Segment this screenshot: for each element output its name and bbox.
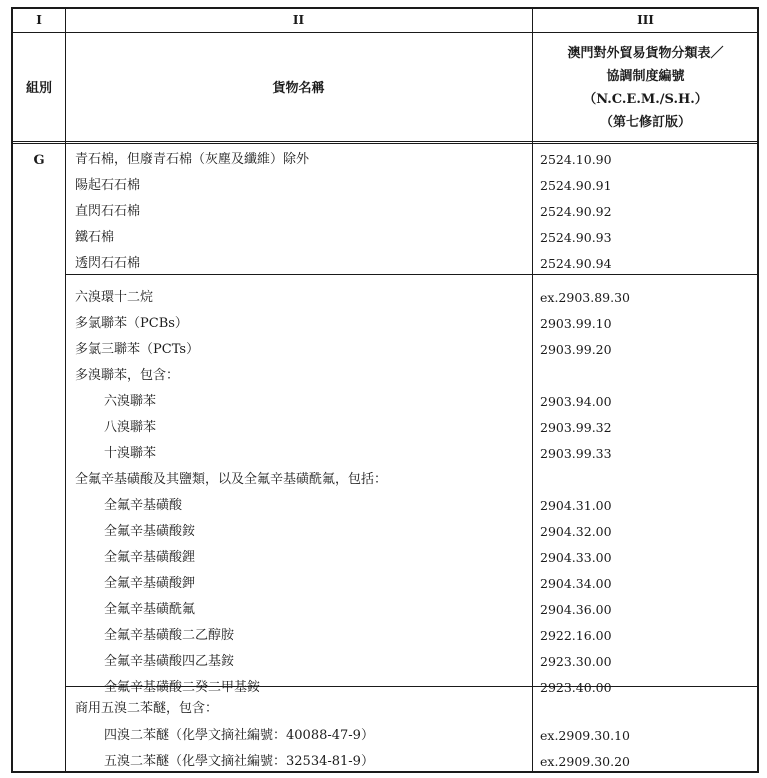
hs-code-cell: 2904.31.00	[540, 498, 612, 513]
goods-name-cell: 青石棉，但廢青石棉（灰塵及纖維）除外	[75, 152, 310, 167]
code-title-line: 協調制度編號	[606, 69, 685, 84]
goods-name-cell: 全氟辛基磺酸銨	[104, 524, 196, 539]
goods-name-cell: 全氟辛基磺酰氟	[104, 602, 196, 617]
header-bottom-divider	[13, 141, 757, 144]
code-title-line: （第七修訂版）	[599, 115, 691, 130]
goods-name-cell: 商用五溴二苯醚，包含：	[75, 701, 219, 716]
goods-name-cell: 透閃石石棉	[75, 256, 141, 271]
goods-name-cell: 全氟辛基磺酸二癸二甲基銨	[104, 680, 261, 695]
hs-code-cell: 2903.99.10	[540, 316, 612, 331]
hs-code-cell: 2903.99.33	[540, 446, 612, 461]
header-col-2: II	[292, 13, 305, 27]
goods-name-cell: 六溴聯苯	[104, 394, 157, 409]
column-divider-1	[65, 9, 66, 771]
goods-name-cell: 全氟辛基磺酸四乙基銨	[104, 654, 235, 669]
code-title-line: （N.C.E.M./S.H.）	[583, 92, 708, 107]
hs-code-cell: 2524.10.90	[540, 152, 612, 167]
header-col-1: I	[36, 13, 42, 27]
hs-code-cell: 2903.99.32	[540, 420, 612, 435]
hs-code-cell: 2923.30.00	[540, 654, 612, 669]
goods-name-cell: 十溴聯苯	[104, 446, 157, 461]
hs-code-cell: 2524.90.94	[540, 256, 612, 271]
code-title-line: 澳門對外貿易貨物分類表／	[567, 46, 724, 61]
goods-name-cell: 全氟辛基磺酸二乙醇胺	[104, 628, 235, 643]
hs-code-cell: 2903.99.20	[540, 342, 612, 357]
goods-classification-table	[11, 7, 759, 773]
hs-code-cell: 2904.34.00	[540, 576, 612, 591]
goods-name-cell: 全氟辛基磺酸及其鹽類，以及全氟辛基磺酰氟，包括：	[75, 472, 388, 487]
goods-name-cell: 陽起石石棉	[75, 178, 141, 193]
hs-code-cell: 2524.90.91	[540, 178, 612, 193]
code-column-title	[532, 42, 759, 134]
goods-name-cell: 多溴聯苯，包含：	[75, 368, 180, 383]
goods-name-cell: 直閃石石棉	[75, 204, 141, 219]
header-row-divider	[13, 32, 757, 33]
hs-code-cell: ex.2909.30.20	[540, 754, 630, 769]
hs-code-cell: 2524.90.93	[540, 230, 612, 245]
hs-code-cell: 2922.16.00	[540, 628, 612, 643]
goods-name-cell: 鐵石棉	[75, 230, 115, 245]
goods-name-cell: 多氯三聯苯（PCTs）	[75, 342, 200, 357]
hs-code-cell: 2904.36.00	[540, 602, 612, 617]
group-label: G	[33, 153, 45, 168]
header-col-3: III	[637, 13, 654, 27]
goods-name-cell: 五溴二苯醚（化學文摘社編號：32534-81-9）	[104, 754, 374, 769]
group-column-title: 組別	[25, 81, 52, 96]
hs-code-cell: ex.2909.30.10	[540, 728, 630, 743]
goods-name-cell: 八溴聯苯	[104, 420, 157, 435]
goods-name-cell: 多氯聯苯（PCBs）	[75, 316, 188, 331]
goods-name-cell: 全氟辛基磺酸鉀	[104, 576, 196, 591]
hs-code-cell: 2524.90.92	[540, 204, 612, 219]
goods-name-cell: 全氟辛基磺酸鋰	[104, 550, 196, 565]
section-divider-1	[65, 274, 757, 275]
goods-name-column-title: 貨物名稱	[272, 81, 325, 96]
hs-code-cell: ex.2903.89.30	[540, 290, 630, 305]
hs-code-cell: 2903.94.00	[540, 394, 612, 409]
goods-name-cell: 四溴二苯醚（化學文摘社編號：40088-47-9）	[104, 728, 374, 743]
hs-code-cell: 2904.32.00	[540, 524, 612, 539]
hs-code-cell: 2904.33.00	[540, 550, 612, 565]
hs-code-cell: 2923.40.00	[540, 680, 612, 695]
goods-name-cell: 六溴環十二烷	[75, 290, 154, 305]
goods-name-cell: 全氟辛基磺酸	[104, 498, 183, 513]
